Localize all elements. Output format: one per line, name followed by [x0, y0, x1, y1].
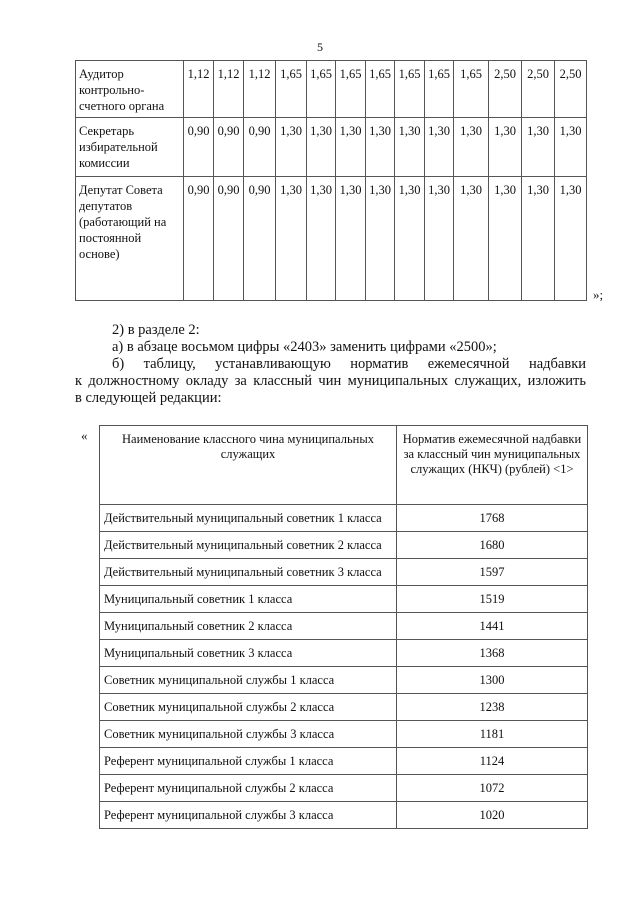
- coefficient-cell: 1,12: [244, 61, 276, 118]
- coefficient-cell: 1,65: [276, 61, 307, 118]
- position-name: [76, 177, 184, 301]
- coefficient-cell: 1,65: [336, 61, 366, 118]
- allowance-value-cell: 1519: [397, 586, 588, 613]
- coefficient-cell: 1,30: [366, 177, 395, 301]
- rank-name-cell: Референт муниципальной службы 3 класса: [100, 802, 397, 829]
- coefficient-cell: 0,90: [244, 177, 276, 301]
- table-row: [100, 613, 588, 640]
- allowance-value-cell: 1300: [397, 667, 588, 694]
- coefficient-cell: 0,90: [184, 177, 214, 301]
- coefficients-table: [75, 60, 587, 301]
- coefficient-cell: 1,30: [366, 118, 395, 177]
- coefficient-cell: 1,30: [395, 118, 425, 177]
- coefficient-cell: 0,90: [214, 118, 244, 177]
- coefficient-cell: 1,30: [489, 118, 522, 177]
- coefficient-cell: 1,30: [555, 118, 587, 177]
- coefficient-cell: 1,30: [555, 177, 587, 301]
- coefficient-cell: 1,30: [489, 177, 522, 301]
- allowance-value-cell: 1441: [397, 613, 588, 640]
- allowance-value-cell: 1368: [397, 640, 588, 667]
- table-row: [100, 748, 588, 775]
- coefficient-cell: 1,30: [522, 177, 555, 301]
- allowance-value-cell: 1768: [397, 505, 588, 532]
- position-name-line: контрольно-: [79, 83, 145, 97]
- coefficient-cell: 1,65: [395, 61, 425, 118]
- header-rank-name: Наименование классного чина муниципальных служащих: [100, 426, 397, 505]
- rank-name-cell: Советник муниципальной службы 1 класса: [100, 667, 397, 694]
- rank-name-cell: Муниципальный советник 1 класса: [100, 586, 397, 613]
- coefficient-cell: 1,65: [366, 61, 395, 118]
- table-header-row: [100, 426, 588, 505]
- coefficient-cell: 1,30: [336, 177, 366, 301]
- coefficient-cell: 1,30: [454, 118, 489, 177]
- rank-name-cell: Действительный муниципальный советник 3 класса: [100, 559, 397, 586]
- allowance-value-cell: 1072: [397, 775, 588, 802]
- position-name-line: Депутат Совета: [79, 183, 163, 197]
- position-name-line: постоянной: [79, 231, 142, 245]
- coefficient-cell: 0,90: [214, 177, 244, 301]
- table-row: [100, 586, 588, 613]
- position-name-line: (работающий на: [79, 215, 167, 229]
- coefficient-cell: 1,30: [307, 118, 336, 177]
- rank-name-cell: Советник муниципальной службы 3 класса: [100, 721, 397, 748]
- coefficient-cell: 1,30: [307, 177, 336, 301]
- paragraph-item-a: а) в абзаце восьмом цифры «2403» заменить цифрами «2500»;: [112, 339, 497, 355]
- rank-name-cell: Муниципальный советник 3 класса: [100, 640, 397, 667]
- coefficient-cell: 1,30: [336, 118, 366, 177]
- position-name-line: основе): [79, 247, 120, 261]
- table-row: [100, 667, 588, 694]
- page-number: 5: [317, 40, 323, 54]
- coefficient-cell: 1,65: [454, 61, 489, 118]
- rank-name-cell: Референт муниципальной службы 1 класса: [100, 748, 397, 775]
- coefficient-cell: 1,12: [214, 61, 244, 118]
- coefficient-cell: 2,50: [489, 61, 522, 118]
- paragraph-item-b-end: в следующей редакции:: [75, 390, 222, 406]
- allowance-value-cell: 1597: [397, 559, 588, 586]
- paragraph-item-b-continued: к должностному окладу за классный чин муниципальных служащих, изложить: [75, 373, 586, 389]
- coefficient-cell: 1,30: [425, 177, 454, 301]
- table-row: [100, 775, 588, 802]
- coefficient-cell: 1,12: [184, 61, 214, 118]
- coefficient-cell: 2,50: [522, 61, 555, 118]
- paragraph-section-2: 2) в разделе 2:: [112, 322, 200, 338]
- closing-quote: »;: [593, 287, 604, 302]
- position-name: [76, 61, 184, 118]
- class-rank-allowance-table: [99, 425, 588, 829]
- table-row: [100, 694, 588, 721]
- coefficient-cell: 1,30: [276, 177, 307, 301]
- rank-name-cell: Муниципальный советник 2 класса: [100, 613, 397, 640]
- rank-name-cell: Референт муниципальной службы 2 класса: [100, 775, 397, 802]
- coefficient-cell: 1,30: [425, 118, 454, 177]
- table-row: [100, 640, 588, 667]
- coefficient-cell: 1,30: [454, 177, 489, 301]
- table-row: [100, 532, 588, 559]
- allowance-value-cell: 1238: [397, 694, 588, 721]
- table-row: [76, 61, 587, 118]
- coefficient-cell: 1,30: [276, 118, 307, 177]
- allowance-value-cell: 1680: [397, 532, 588, 559]
- coefficient-cell: 1,30: [395, 177, 425, 301]
- position-name-line: Секретарь: [79, 124, 135, 138]
- table-row: [100, 559, 588, 586]
- header-allowance-norm: Норматив ежемесячной надбавки за классный чин муниципальных служащих (НКЧ) (рублей) <1>: [397, 426, 588, 505]
- table-row: [100, 721, 588, 748]
- allowance-value-cell: 1020: [397, 802, 588, 829]
- position-name-line: счетного органа: [79, 99, 165, 113]
- table-row: [100, 802, 588, 829]
- coefficient-cell: 2,50: [555, 61, 587, 118]
- coefficient-cell: 0,90: [184, 118, 214, 177]
- table-row: [76, 118, 587, 177]
- paragraph-item-b: б) таблицу, устанавливающую норматив ежемесячной надбавки: [112, 356, 586, 372]
- position-name-line: депутатов: [79, 199, 133, 213]
- coefficient-cell: 0,90: [244, 118, 276, 177]
- coefficient-cell: 1,30: [522, 118, 555, 177]
- position-name-line: избирательной: [79, 140, 158, 154]
- coefficient-cell: 1,65: [307, 61, 336, 118]
- opening-quote: «: [81, 428, 88, 443]
- allowance-value-cell: 1181: [397, 721, 588, 748]
- rank-name-cell: Советник муниципальной службы 2 класса: [100, 694, 397, 721]
- allowance-value-cell: 1124: [397, 748, 588, 775]
- position-name: [76, 118, 184, 177]
- position-name-line: Аудитор: [79, 67, 124, 81]
- table-row: [100, 505, 588, 532]
- rank-name-cell: Действительный муниципальный советник 2 класса: [100, 532, 397, 559]
- coefficient-cell: 1,65: [425, 61, 454, 118]
- table-row: [76, 177, 587, 301]
- position-name-line: комиссии: [79, 156, 130, 170]
- rank-name-cell: Действительный муниципальный советник 1 класса: [100, 505, 397, 532]
